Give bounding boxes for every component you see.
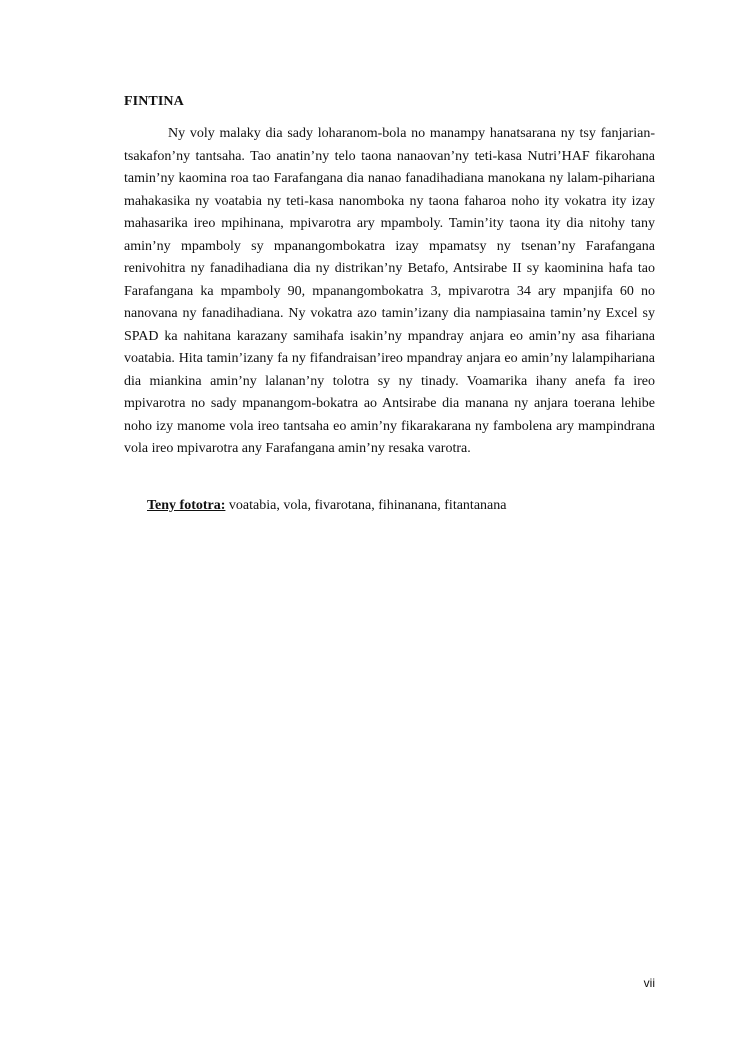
keywords-line [147,495,506,517]
abstract-paragraph: Ny voly malaky dia sady loharanom-bola no manampy hanatsarana ny tsy fanjarian-tsakafon’ny tantsaha. Tao anatin’ny telo taona nanaovan’ny teti-kasa Nutri’HAF fikarohana tamin’ny kaomina roa tao Farafangana dia nanao fanadihadiana manokana ny lalam-pihariana mahakasika ny voatabia ny teti-kasa nanomboka ny taona faharoa noho ity vokatra ity izay mahasarika ireo mpihinana, mpivarotra ary mpamboly. Tamin’ity taona ity dia nitohy tany amin’ny mpamboly sy mpanangombokatra izay mpamatsy ny tsenan’ny Farafangana renivohitra ny fanadihadiana dia ny distrikan’ny Betafo, Antsirabe II sy kaominina hafa tao Farafangana ka mpamboly 90, mpanangombokatra 3, mpivarotra 34 ary mpanjifa 60 no nanovana ny fanadihadiana. Ny vokatra azo tamin’izany dia nampiasaina tamin’ny Excel sy SPAD ka nahitana karazany samihafa isakin’ny mpandray anjara eo amin’ny asa fihariana voatabia. Hita tamin’izany fa ny fifandraisan’ireo mpandray anjara eo amin’ny lalampihariana dia miankina amin’ny lalanan’ny tolotra sy ny tinady. Voamarika ihany anefa fa ireo mpivarotra no sady mpanangom-bokatra ao Antsirabe dia manana ny anjara toerana lehibe noho izy manome vola ireo tantsaha eo amin’ny fikarakarana ny fambolena ary mampindrana vola ireo mpivarotra any Farafangana amin’ny resaka varotra. [124,126,655,456]
keywords-values: voatabia, vola, fivarotana, fihinanana, fitantanana [228,498,507,513]
section-heading: FINTINA [124,94,184,109]
page-number: vii [643,976,655,990]
keywords-label: Teny fototra: [147,498,226,513]
